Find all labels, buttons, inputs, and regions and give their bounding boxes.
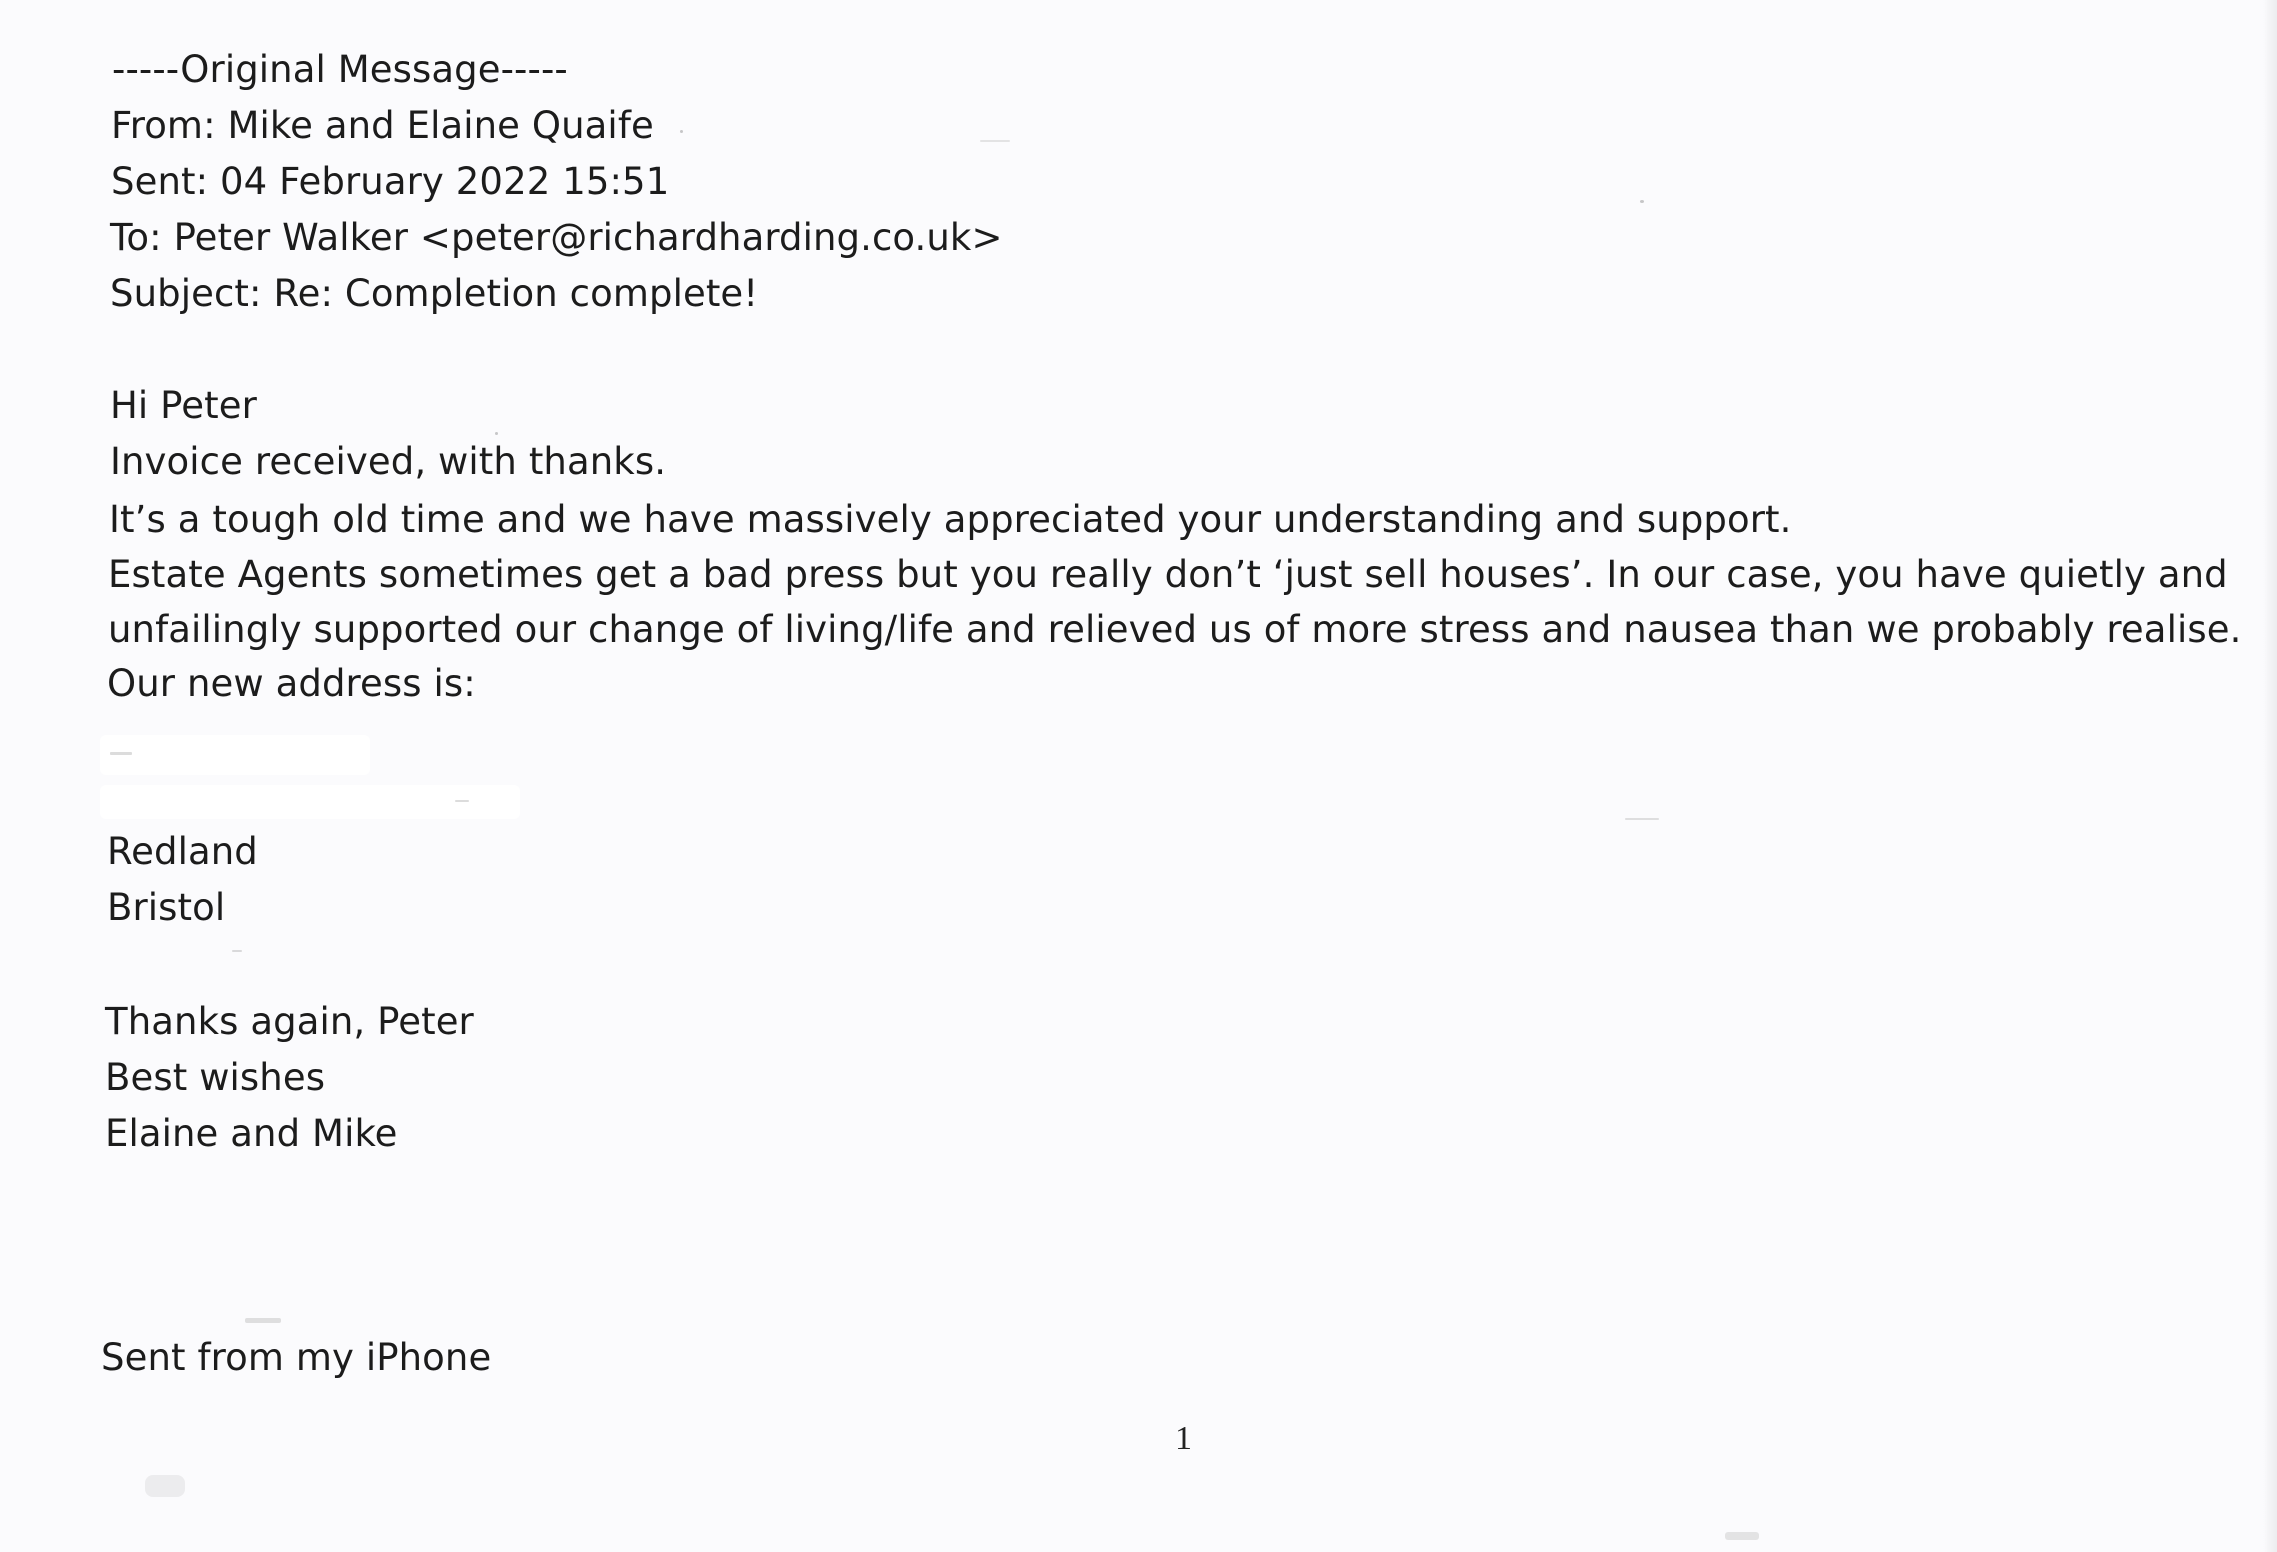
body-line: Invoice received, with thanks. (110, 440, 667, 483)
closing-wishes: Best wishes (105, 1056, 326, 1099)
redacted-address-line (100, 735, 370, 775)
redacted-address-line (100, 785, 520, 819)
scan-speck (455, 800, 469, 802)
subject-line: Subject: Re: Completion complete! (110, 272, 759, 315)
from-line: From: Mike and Elaine Quaife (111, 104, 654, 147)
page-number: 1 (1175, 1420, 1192, 1457)
body-line: Our new address is: (107, 662, 476, 705)
sent-line: Sent: 04 February 2022 15:51 (111, 160, 670, 203)
scan-speck (145, 1475, 185, 1497)
scan-edge-shadow (2263, 0, 2277, 1552)
scan-speck (495, 432, 498, 435)
body-line: unfailingly supported our change of living/life and relieved us of more stress and nausea than we probably realise. (108, 608, 2242, 651)
scan-speck (245, 1318, 281, 1323)
body-line: Estate Agents sometimes get a bad press but you really don’t ‘just sell houses’. In our case, you have quietly and (108, 553, 2228, 596)
scan-speck (1725, 1532, 1759, 1540)
address-city: Bristol (107, 886, 226, 929)
scan-speck (680, 130, 683, 133)
scan-speck (110, 752, 132, 755)
scan-speck (232, 950, 242, 952)
greeting: Hi Peter (110, 384, 257, 427)
scan-speck (980, 140, 1010, 142)
address-area: Redland (107, 830, 258, 873)
closing-names: Elaine and Mike (105, 1112, 398, 1155)
sent-from-signature: Sent from my iPhone (101, 1336, 492, 1379)
scan-speck (1625, 818, 1659, 820)
original-message-separator: -----Original Message----- (112, 48, 568, 91)
to-line: To: Peter Walker <peter@richardharding.co.uk> (110, 216, 1003, 259)
closing-thanks: Thanks again, Peter (105, 1000, 474, 1043)
scan-speck (1640, 200, 1644, 203)
body-line: It’s a tough old time and we have massively appreciated your understanding and support. (109, 498, 1792, 541)
